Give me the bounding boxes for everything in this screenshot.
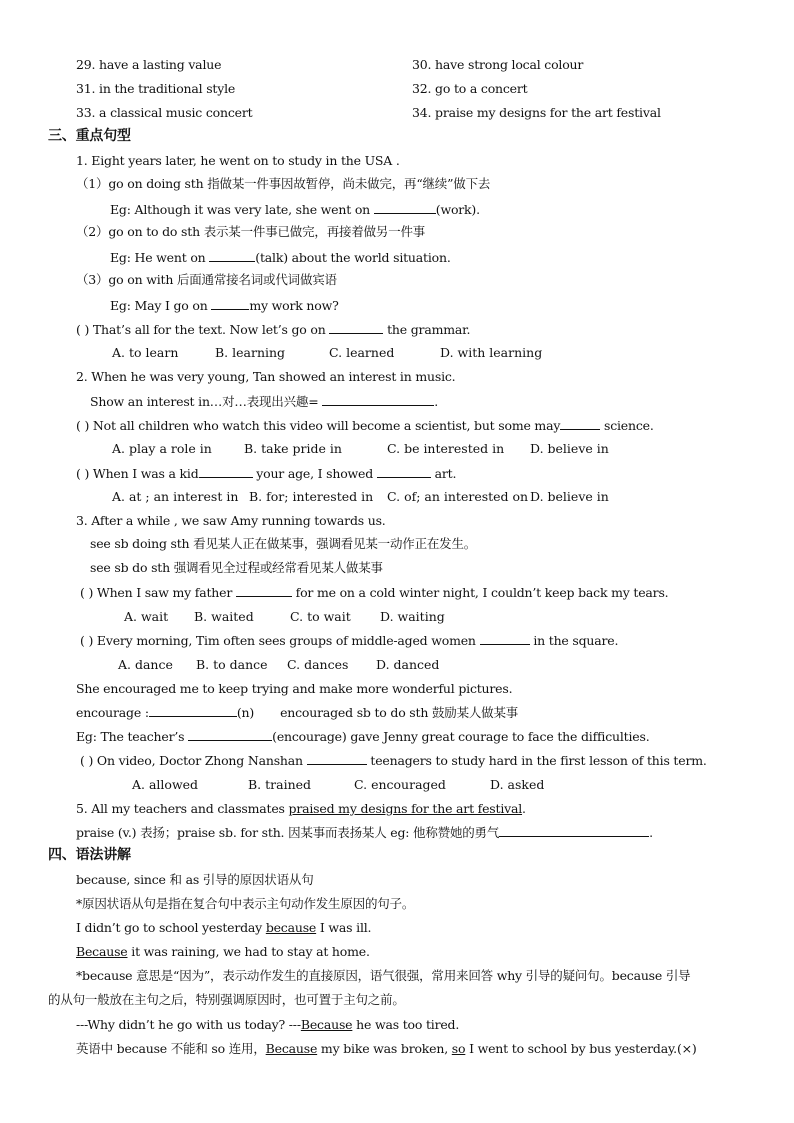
answer-blank[interactable] bbox=[499, 824, 649, 837]
note-praise bbox=[76, 824, 653, 841]
question-text: for me on a cold winter night, I couldn’t keep back my tears. bbox=[291, 585, 669, 600]
section-heading-grammar: 四、语法讲解 bbox=[48, 847, 131, 863]
note-show-interest bbox=[90, 393, 438, 410]
sentence-text: 5. All my teachers and classmates bbox=[76, 801, 289, 816]
example-text: ---Why didn’t he go with us today? --- bbox=[76, 1017, 301, 1032]
answer-blank[interactable] bbox=[480, 632, 530, 645]
option-a[interactable]: A. to learn bbox=[112, 345, 179, 360]
option-d[interactable]: D. asked bbox=[490, 777, 545, 792]
option-c[interactable]: C. to wait bbox=[290, 609, 351, 624]
grammar-wrong-example bbox=[76, 1041, 697, 1057]
question-text: art. bbox=[430, 466, 457, 481]
note-text: praise (v.) 表扬；praise sb. for sth. 因某事而表扬某人 eg: 他称赞她的勇气 bbox=[76, 825, 500, 840]
underlined-word: because bbox=[265, 920, 317, 935]
phrase-30: 30. have strong local colour bbox=[412, 57, 584, 72]
underlined-word: so bbox=[451, 1041, 466, 1056]
option-c[interactable]: C. encouraged bbox=[354, 777, 446, 792]
question-5 bbox=[80, 632, 618, 649]
example-text: my work now? bbox=[249, 298, 339, 313]
question-text: science. bbox=[600, 418, 654, 433]
option-a[interactable]: A. allowed bbox=[132, 777, 199, 792]
example-text: I went to school by bus yesterday.(×) bbox=[465, 1041, 697, 1056]
example-encourage bbox=[76, 728, 649, 745]
rule-go-on-to-do: （2）go on to do sth 表示某一件事已做完，再接着做另一件事 bbox=[76, 224, 426, 239]
answer-paren[interactable]: ( ) bbox=[76, 322, 90, 337]
grammar-topic: because, since 和 as 引导的原因状语从句 bbox=[76, 872, 314, 887]
answer-blank[interactable] bbox=[236, 584, 292, 597]
underlined-phrase: praised my designs for the art festival bbox=[288, 801, 523, 816]
rule-go-on-with: （3）go on with 后面通常接名词或代词做宾语 bbox=[76, 272, 337, 287]
note-encourage bbox=[76, 704, 518, 721]
option-d[interactable]: D. waiting bbox=[380, 609, 445, 624]
example-text: I was ill. bbox=[316, 920, 372, 935]
section-heading-key-sentences: 三、重点句型 bbox=[48, 128, 131, 144]
note-text: . bbox=[434, 394, 439, 409]
answer-blank[interactable] bbox=[374, 201, 436, 214]
answer-blank[interactable] bbox=[560, 417, 600, 430]
question-text: That’s all for the text. Now let’s go on bbox=[92, 322, 330, 337]
note-see-doing: see sb doing sth 看见某人正在做某事，强调看见某一动作正在发生。 bbox=[90, 536, 477, 551]
question-6 bbox=[80, 752, 707, 769]
grammar-definition: *原因状语从句是指在复合句中表示主句动作发生原因的句子。 bbox=[76, 896, 415, 911]
option-b[interactable]: B. to dance bbox=[196, 657, 268, 672]
example-text: I didn’t go to school yesterday bbox=[76, 920, 266, 935]
phrase-34: 34. praise my designs for the art festival bbox=[412, 105, 661, 120]
question-text: teenagers to study hard in the first lesson of this term. bbox=[366, 753, 707, 768]
answer-paren[interactable]: ( ) bbox=[76, 466, 90, 481]
phrase-32: 32. go to a concert bbox=[412, 81, 528, 96]
question-1 bbox=[76, 321, 470, 338]
question-text: the grammar. bbox=[383, 322, 471, 337]
answer-paren[interactable]: ( ) bbox=[80, 585, 94, 600]
grammar-example-2 bbox=[76, 944, 370, 960]
option-b[interactable]: B. learning bbox=[215, 345, 286, 360]
example-text: my bike was broken, bbox=[317, 1041, 452, 1056]
underlined-word: Because bbox=[300, 1017, 353, 1032]
grammar-example-1 bbox=[76, 920, 371, 936]
option-b[interactable]: B. waited bbox=[194, 609, 254, 624]
option-d[interactable]: D. believe in bbox=[530, 441, 609, 456]
question-text: When I saw my father bbox=[96, 585, 236, 600]
question-2 bbox=[76, 417, 654, 434]
answer-blank[interactable] bbox=[149, 704, 237, 717]
option-c[interactable]: C. dances bbox=[287, 657, 349, 672]
question-text: your age, I showed bbox=[252, 466, 377, 481]
sentence-1: 1. Eight years later, he went on to study in the USA . bbox=[76, 153, 400, 168]
phrase-29: 29. have a lasting value bbox=[76, 57, 222, 72]
sentence-text: . bbox=[522, 801, 526, 816]
option-a[interactable]: A. wait bbox=[124, 609, 169, 624]
answer-blank[interactable] bbox=[209, 249, 255, 262]
question-text: When I was a kid bbox=[92, 466, 199, 481]
example-text: Eg: Although it was very late, she went on bbox=[110, 202, 374, 217]
phrase-33: 33. a classical music concert bbox=[76, 105, 253, 120]
underlined-word: Because bbox=[76, 944, 128, 959]
question-text: in the square. bbox=[529, 633, 619, 648]
option-c[interactable]: C. learned bbox=[329, 345, 395, 360]
option-b[interactable]: B. trained bbox=[248, 777, 312, 792]
example-go-on-to-do bbox=[110, 249, 451, 266]
example-text: Eg: May I go on bbox=[110, 298, 212, 313]
option-d[interactable]: D. danced bbox=[376, 657, 440, 672]
answer-blank[interactable] bbox=[211, 297, 249, 310]
answer-paren[interactable]: ( ) bbox=[80, 753, 94, 768]
option-c[interactable]: C. be interested in bbox=[387, 441, 505, 456]
option-a[interactable]: A. play a role in bbox=[112, 441, 212, 456]
answer-blank[interactable] bbox=[307, 752, 367, 765]
answer-paren[interactable]: ( ) bbox=[76, 418, 90, 433]
note-see-do: see sb do sth 强调看见全过程或经常看见某人做某事 bbox=[90, 560, 383, 575]
underlined-word: Because bbox=[265, 1041, 318, 1056]
question-3 bbox=[76, 465, 456, 482]
question-text: On video, Doctor Zhong Nanshan bbox=[96, 753, 307, 768]
example-text: Eg: The teacher’s bbox=[76, 729, 189, 744]
sentence-3: 3. After a while , we saw Amy running towards us. bbox=[76, 513, 386, 528]
option-a[interactable]: A. dance bbox=[118, 657, 173, 672]
question-text: Every morning, Tim often sees groups of middle-aged women bbox=[96, 633, 480, 648]
example-text: (talk) about the world situation. bbox=[255, 250, 451, 265]
grammar-explanation-line1: *because 意思是“因为”，表示动作发生的直接原因，语气很强，常用来回答 why 引导的疑问句。because 引导 bbox=[76, 968, 691, 983]
note-text: encouraged sb to do sth 鼓励某人做某事 bbox=[280, 705, 519, 720]
grammar-explanation-line2: 的从句一般放在主句之后，特别强调原因时，也可置于主句之前。 bbox=[48, 992, 405, 1007]
answer-blank[interactable] bbox=[329, 321, 383, 334]
answer-blank[interactable] bbox=[199, 465, 253, 478]
grammar-dialogue bbox=[76, 1017, 459, 1033]
sentence-5 bbox=[76, 801, 526, 817]
answer-blank[interactable] bbox=[188, 728, 272, 741]
note-text: (n) bbox=[236, 705, 255, 720]
example-text: 英语中 because 不能和 so 连用， bbox=[76, 1041, 266, 1056]
example-text: (work). bbox=[435, 202, 480, 217]
option-b[interactable]: B. for; interested in bbox=[249, 489, 374, 504]
question-text: Not all children who watch this video will become a scientist, but some may bbox=[92, 418, 561, 433]
option-a[interactable]: A. at ; an interest in bbox=[112, 489, 239, 504]
note-text: Show an interest in…对…表现出兴趣= bbox=[90, 394, 323, 409]
example-text: he was too tired. bbox=[352, 1017, 460, 1032]
answer-paren[interactable]: ( ) bbox=[80, 633, 94, 648]
example-text: (encourage) gave Jenny great courage to face the difficulties. bbox=[272, 729, 650, 744]
option-b[interactable]: B. take pride in bbox=[244, 441, 342, 456]
rule-go-on-doing: （1）go on doing sth 指做某一件事因故暂停，尚未做完，再“继续”做下去 bbox=[76, 176, 491, 191]
option-c[interactable]: C. of; an interested on bbox=[387, 489, 529, 504]
sentence-2: 2. When he was very young, Tan showed an interest in music. bbox=[76, 369, 456, 384]
note-text: . bbox=[649, 825, 653, 840]
example-text: Eg: He went on bbox=[110, 250, 210, 265]
option-d[interactable]: D. with learning bbox=[440, 345, 543, 360]
option-d[interactable]: D. believe in bbox=[530, 489, 609, 504]
answer-blank[interactable] bbox=[322, 393, 434, 406]
example-go-on-with bbox=[110, 297, 339, 314]
note-text: encourage : bbox=[76, 705, 149, 720]
answer-blank[interactable] bbox=[377, 465, 431, 478]
question-4 bbox=[80, 584, 668, 601]
example-go-on-doing bbox=[110, 201, 480, 218]
example-text: it was raining, we had to stay at home. bbox=[127, 944, 370, 959]
phrase-31: 31. in the traditional style bbox=[76, 81, 236, 96]
sentence-4: She encouraged me to keep trying and make more wonderful pictures. bbox=[76, 681, 513, 696]
